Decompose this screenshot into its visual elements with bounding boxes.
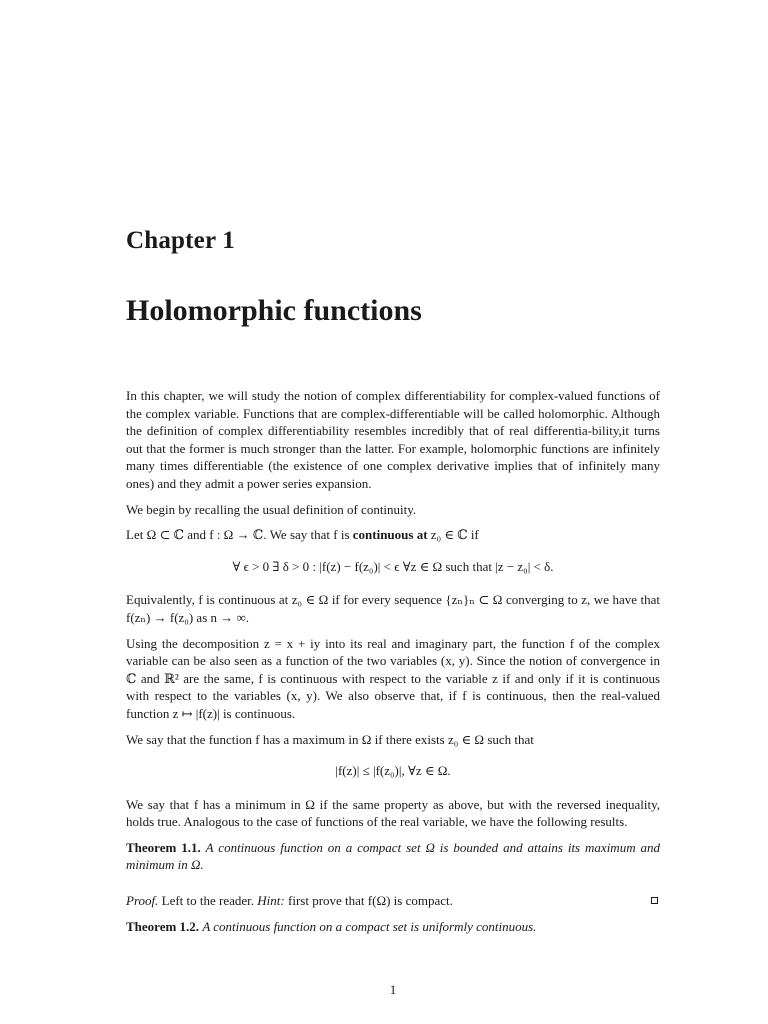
recall-paragraph: We begin by recalling the usual definition of continuity. [126, 501, 417, 517]
hint-label: Hint: [257, 893, 285, 909]
continuity-term: continuous at [352, 527, 428, 543]
sequence-paragraph: Equivalently, f is continuous at z₀ ∈ Ω if for every sequence {zₙ}ₙ ⊂ Ω converging to z, we have that f(zₙ) → f(z₀) as n → ∞. [126, 592, 660, 625]
chapter-number: Chapter 1 [126, 227, 235, 254]
chapter-title: Holomorphic functions [126, 294, 422, 327]
theorem-label: Theorem 1.1. [126, 839, 201, 855]
body-text [126, 387, 660, 943]
theorem-statement: A continuous function on a compact set Ω is bounded and attains its maximum and minimum in Ω. [126, 839, 661, 873]
decomposition-paragraph: Using the decomposition z = x + iy into its real and imaginary part, the function f of the complex variable can be also seen as a function of the two variables (x, y). Since the notion of convergence in ℂ and ℝ² are the same, f is continuous with respect to the variable z if and only if it is continuous with respect to the variables (x, y). We also observe that, if f is continuous, then the real-valued function z ↦ |f(z)| is continuous. [126, 635, 660, 721]
theorem-statement: A continuous function on a compact set is uniformly continuous. [202, 918, 537, 934]
continuity-definition-start: Let Ω ⊂ ℂ and f : Ω → ℂ. We say that f is [126, 527, 353, 543]
proof-text-end: first prove that f(Ω) is compact. [284, 893, 453, 909]
maximum-paragraph: We say that the function f has a maximum in Ω if there exists z₀ ∈ Ω such that [126, 731, 534, 747]
proof-text-start: Left to the reader. [158, 893, 258, 909]
page-number: 1 [389, 982, 397, 997]
proof-label: Proof. [126, 893, 159, 909]
maximum-formula: |f(z)| ≤ |f(z₀)|, ∀z ∈ Ω. [335, 763, 451, 779]
intro-paragraph: In this chapter, we will study the notion of complex differentiability for complex-valued functions of the complex variable. Functions that are complex-differentiable will be called holomorphic. Although the definition of complex differentiability resembles incredibly that of real differentia-bility,it turns out that the former is much stronger than the latter. For example, holomorphic functions are infinitely many times differentiable (the existence of one complex derivative implies that of infinitely many ones) and they admit a power series expansion. [126, 388, 660, 491]
continuity-formula: ∀ ϵ > 0 ∃ δ > 0 : |f(z) − f(z₀)| < ϵ ∀z ∈ Ω such that |z − z₀| < δ. [232, 558, 554, 574]
continuity-definition [126, 526, 660, 544]
continuity-definition-end: z₀ ∈ ℂ if [427, 527, 479, 543]
theorem-1-2 [126, 918, 660, 936]
document-page [126, 0, 660, 1024]
qed-square-icon [651, 897, 658, 904]
theorem-1-1 [126, 839, 660, 874]
minimum-paragraph: We say that f has a minimum in Ω if the same property as above, but with the reversed inequality, holds true. Analogous to the case of functions of the real variable, we have the following results. [126, 796, 660, 830]
proof-line [126, 892, 660, 910]
theorem-label: Theorem 1.2. [126, 918, 200, 934]
